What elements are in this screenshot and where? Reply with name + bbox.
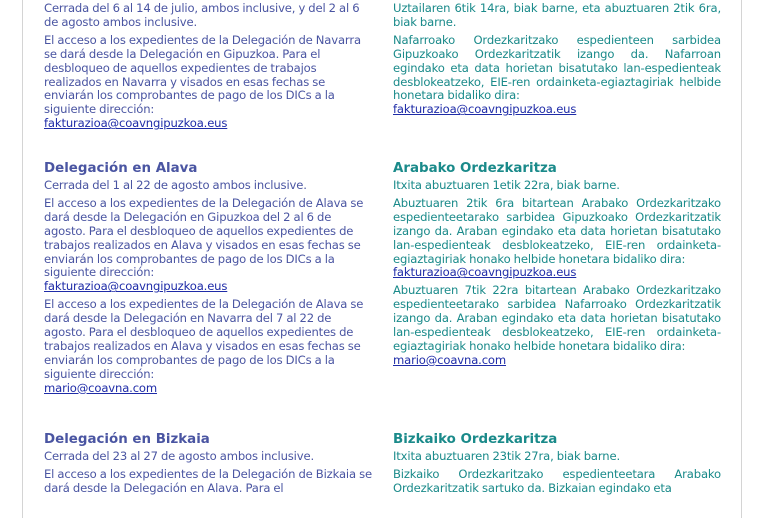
alava-closed-text: Cerrada del 1 al 22 de agosto ambos inclusive. [44, 178, 307, 192]
araba-email-link-1[interactable]: fakturazioa@coavngipuzkoa.eus [393, 265, 577, 280]
nafarroa-section-eu [393, 2, 721, 117]
navarra-section-es [44, 2, 372, 131]
alava-section-es [44, 160, 372, 396]
bizkaia-access-text: El acceso a los expedientes de la Delegación de Bizkaia se dará desde la Delegación en Alava. Para el [44, 466, 372, 495]
bizkaiko-access-text: Bizkaiko Ordezkaritzako espedienteetara Arabako Ordezkaritzatik sartuko da. Bizkaian egindako eta [393, 466, 721, 495]
bizkaiko-heading: Bizkaiko Ordezkaritza [393, 432, 558, 447]
bizkaiko-closed-text: Itxita abuztuaren 23tik 27ra, biak barne. [393, 449, 620, 463]
araba-access-text-1: Abuztuaren 2tik 6ra bitartean Arabako Ordezkaritzako espedienteetarako sarbidea Gipuzkoako Ordezkaritzatik izango da. Araban egindako eta data horietan bisatutako lan-espedienteak desblokeatzeko, EIE-ren ordainketa-egiaztagiriak honako helbide honetara bidaliko dira: [393, 195, 721, 266]
bizkaia-heading: Delegación en Bizkaia [44, 432, 210, 447]
alava-access-text-2: El acceso a los expedientes de la Delegación de Alava se dará desde la Delegación en Navarra del 7 al 22 de agosto. Para el desbloqueo de aquellos expedientes de trabajos realizados en Alava y visados en esas fechas se enviarán los comprobantes de pago de los DICs a la siguiente dirección: [44, 297, 364, 381]
araba-email-link-2[interactable]: mario@coavna.com [393, 352, 507, 367]
navarra-closed-text: Cerrada del 6 al 14 de julio, ambos inclusive, y del 2 al 6 de agosto ambos inclusive. [44, 1, 360, 29]
araba-access-text-2: Abuztuaren 7tik 22ra bitartean Arabako Ordezkaritzako espedienteetarako sarbidea Nafarroako Ordezkaritzatik izango da. Araban egindako eta data horietan bisatutako lan-espedienteak desblokeatzeko, EIE-ren ordainketa-egiaztagiriak honako helbide honetara bidaliko dira: [393, 283, 721, 353]
navarra-access-text: El acceso a los expedientes de la Delegación de Navarra se dará desde la Delegación en Gipuzkoa. Para el desbloqueo de aquellos expedientes de trabajos realizados en Navarra y visados en esas fechas se enviarán los comprobantes de pago de los DICs a la siguiente dirección: [44, 32, 361, 117]
navarra-email-link[interactable]: fakturazioa@coavngipuzkoa.eus [44, 116, 228, 131]
alava-email-link-1[interactable]: fakturazioa@coavngipuzkoa.eus [44, 279, 228, 294]
araba-section-eu [393, 160, 721, 368]
alava-heading: Delegación en Alava [44, 161, 198, 176]
araba-heading: Arabako Ordezkaritza [393, 161, 557, 176]
alava-email-link-2[interactable]: mario@coavna.com [44, 380, 158, 395]
bizkaia-section-eu [393, 431, 721, 496]
bizkaia-section-es [44, 431, 372, 496]
araba-closed-text: Itxita abuztuaren 1etik 22ra, biak barne. [393, 178, 620, 192]
nafarroa-closed-text: Uztailaren 6tik 14ra, biak barne, eta abuztuaren 2tik 6ra, biak barne. [393, 1, 721, 29]
alava-access-text-1: El acceso a los expedientes de la Delegación de Alava se dará desde la Delegación en Gipuzkoa del 2 al 6 de agosto. Para el desbloqueo de aquellos expedientes de trabajos realizados en Alava y visados en esas fechas se enviarán los comprobantes de pago de los DICs a la siguiente dirección: [44, 195, 364, 280]
bizkaia-closed-text: Cerrada del 23 al 27 de agosto ambos inclusive. [44, 449, 314, 463]
nafarroa-access-text: Nafarroako Ordezkaritzako espedienteen sarbidea Gipuzkoako Ordezkaritzatik izango da. Nafarroan egindako eta data horietan bisatutako lan-espedienteak desblokeatzeko, EIE-ren ordainketa-egiaztagiriak helbide honetara bidaliko dira: [393, 32, 721, 103]
nafarroa-email-link[interactable]: fakturazioa@coavngipuzkoa.eus [393, 102, 577, 117]
